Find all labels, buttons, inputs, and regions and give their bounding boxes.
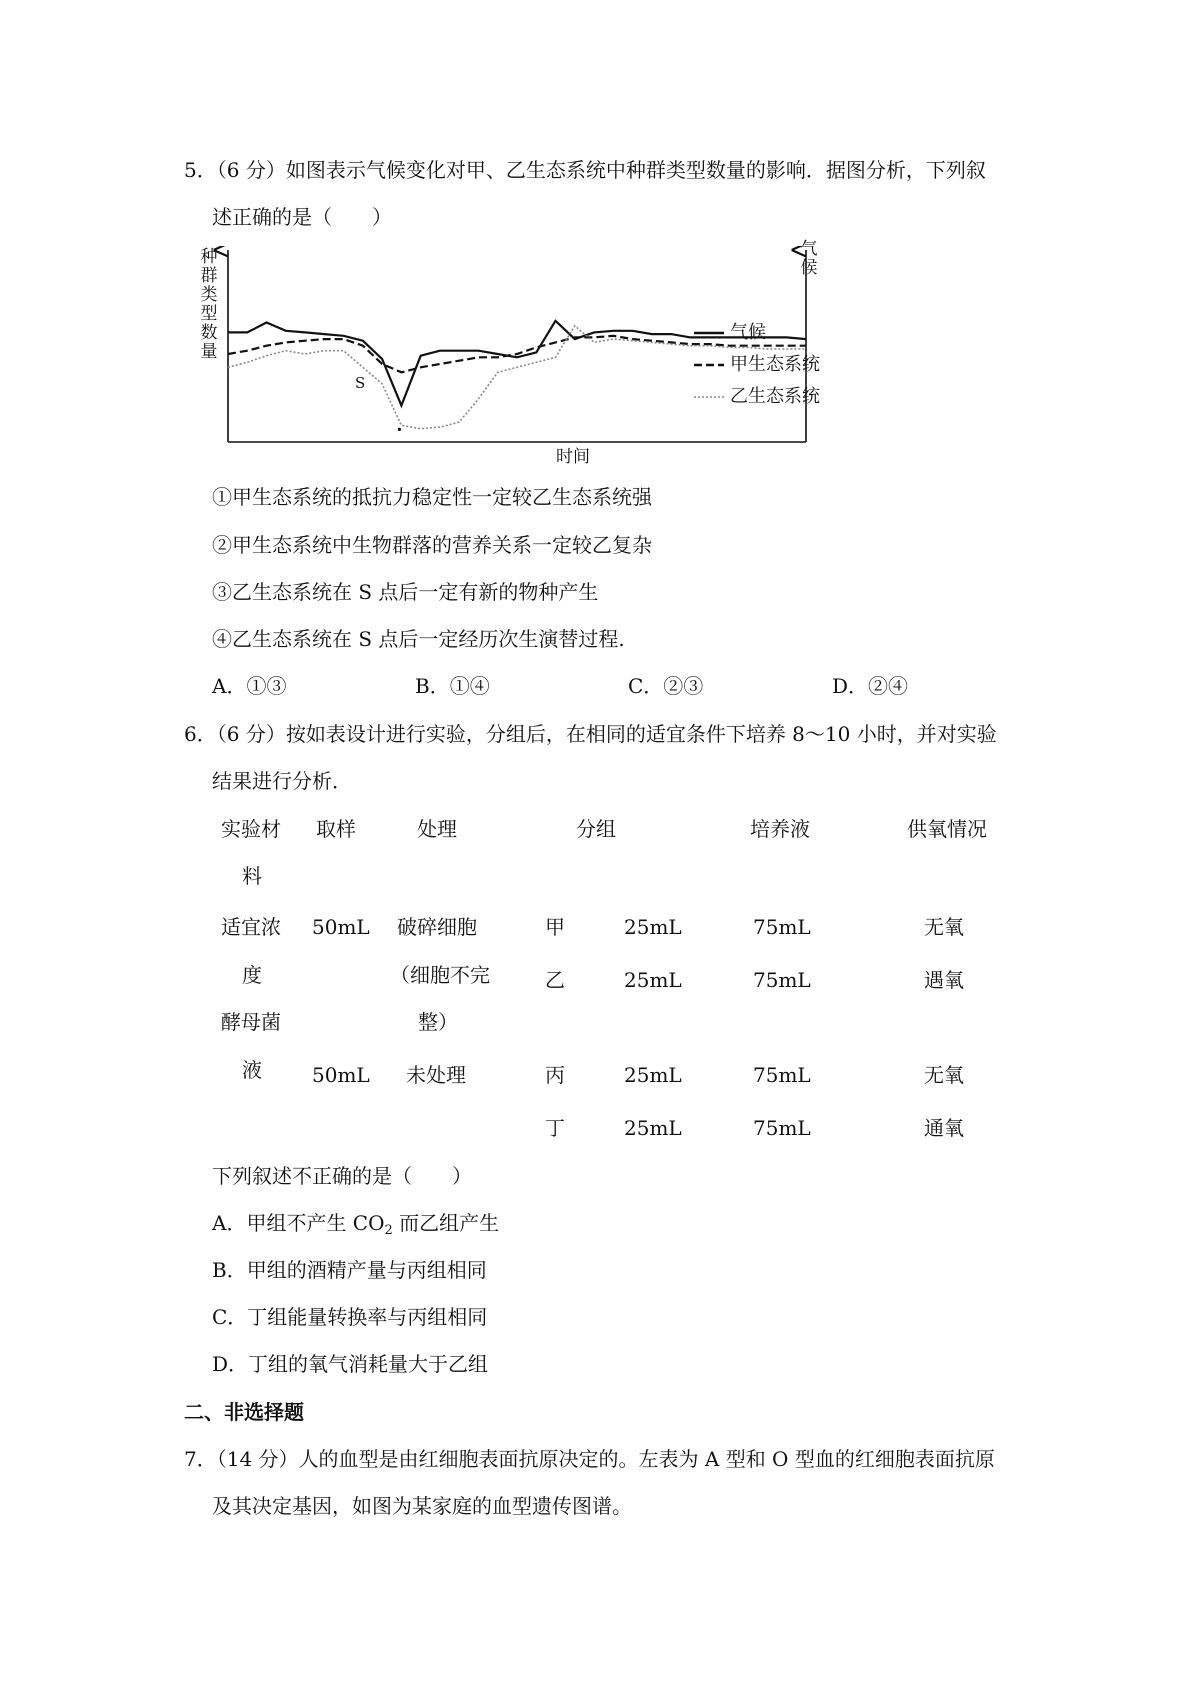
q5-option-b: B．①④ (415, 674, 490, 698)
legend-swatch (692, 392, 726, 402)
table-row-medium: 75mL (753, 1063, 811, 1087)
sample-value-1: 50mL (312, 915, 370, 939)
treatment-line-4: 未处理 (406, 1063, 466, 1087)
treatment-line-1: 破碎细胞 (397, 915, 477, 939)
q5-statement-1: ①甲生态系统的抵抗力稳定性一定较乙生态系统强 (212, 485, 652, 509)
q6-stem-line2: 结果进行分析． (212, 769, 352, 793)
q6-number: 6． (184, 722, 217, 746)
q6-stem-line1 (184, 720, 997, 748)
table-row-group: 乙 (545, 968, 565, 992)
q5-score: （6 分） (216, 158, 286, 182)
table-row-amount: 25mL (624, 1063, 682, 1087)
q6-option-a: A．甲组不产生 $CO_2$ 而乙组产生 (212, 1211, 500, 1238)
legend-label: 乙生态系统 (730, 386, 820, 407)
table-row-oxygen: 通氧 (924, 1116, 964, 1140)
legend-item (692, 386, 820, 408)
header-treatment: 处理 (417, 817, 457, 841)
q5-statement-3: ③乙生态系统在 S 点后一定有新的物种产生 (212, 580, 599, 604)
x-axis-label: 时间 (556, 447, 590, 467)
treatment-line-3: 整） (418, 1010, 458, 1034)
header-material-2: 料 (242, 864, 262, 888)
table-row-medium: 75mL (753, 968, 811, 992)
material-line-3: 酵母菌 (221, 1010, 281, 1034)
legend-swatch (692, 328, 726, 338)
q6-stem-text: 按如表设计进行实验，分组后，在相同的适宜条件下培养 8～10 小时，并对实验 (285, 722, 997, 746)
table-row-group: 甲 (545, 915, 565, 939)
q6-option-b: B．甲组的酒精产量与丙组相同 (212, 1258, 487, 1282)
header-sample: 取样 (316, 817, 356, 841)
q7-stem-line2: 及其决定基因，如图为某家庭的血型遗传图谱。 (212, 1494, 632, 1518)
q7-stem-line1 (184, 1445, 995, 1473)
table-row-amount: 25mL (624, 915, 682, 939)
header-material-1: 实验材 (221, 817, 281, 841)
section-title: 二、非选择题 (184, 1400, 304, 1424)
y-axis-label: 种 群 类 型 数 量 (200, 247, 218, 362)
q6-option-d: D．丁组的氧气消耗量大于乙组 (212, 1352, 489, 1376)
q6-score: （6 分） (216, 722, 286, 746)
table-row-group: 丙 (545, 1063, 565, 1087)
q6-option-c: C．丁组能量转换率与丙组相同 (212, 1305, 488, 1329)
q5-number: 5． (184, 158, 217, 182)
treatment-line-2: （细胞不完 (390, 963, 490, 987)
q5-option-a: A．①③ (212, 674, 287, 698)
ecosystem-chart (200, 239, 850, 467)
q7-number: 7． (184, 1447, 217, 1471)
material-line-2: 度 (242, 963, 262, 987)
y-axis-right-label: 气候 (800, 239, 818, 278)
q5-option-c: C．②③ (628, 674, 704, 698)
table-row-oxygen: 遇氧 (924, 968, 964, 992)
point-s-marker (398, 428, 401, 431)
point-s-label: S (355, 374, 366, 392)
material-line-4: 液 (242, 1058, 262, 1082)
legend-item (692, 322, 766, 344)
material-line-1: 适宜浓 (221, 915, 281, 939)
header-oxygen: 供氧情况 (907, 817, 987, 841)
q5-stem-line2: 述正确的是（ ） (212, 205, 392, 229)
header-medium: 培养液 (750, 817, 810, 841)
table-row-amount: 25mL (624, 968, 682, 992)
q5-stem-line1 (184, 156, 986, 184)
table-row-oxygen: 无氧 (924, 1063, 964, 1087)
table-row-medium: 75mL (753, 915, 811, 939)
q5-stem-text: 如图表示气候变化对甲、乙生态系统中种群类型数量的影响．据图分析，下列叙 (285, 158, 986, 182)
table-row-group: 丁 (545, 1116, 565, 1140)
legend-label: 气候 (730, 322, 766, 343)
legend-label: 甲生态系统 (730, 354, 820, 375)
header-group: 分组 (576, 817, 616, 841)
table-row-amount: 25mL (624, 1116, 682, 1140)
q5-statement-4: ④乙生态系统在 S 点后一定经历次生演替过程. (212, 627, 625, 651)
table-row-medium: 75mL (753, 1116, 811, 1140)
q5-option-d: D．②④ (832, 674, 909, 698)
legend-swatch (692, 360, 726, 370)
q7-stem-text: 人的血型是由红细胞表面抗原决定的。左表为 A 型和 O 型血的红细胞表面抗原 (298, 1447, 995, 1471)
sample-value-2: 50mL (312, 1063, 370, 1087)
q5-statement-2: ②甲生态系统中生物群落的营养关系一定较乙复杂 (212, 533, 652, 557)
q7-score: （14 分） (216, 1447, 299, 1471)
table-row-oxygen: 无氧 (924, 915, 964, 939)
q6-question: 下列叙述不正确的是（ ） (212, 1164, 472, 1188)
legend-item (692, 354, 820, 376)
